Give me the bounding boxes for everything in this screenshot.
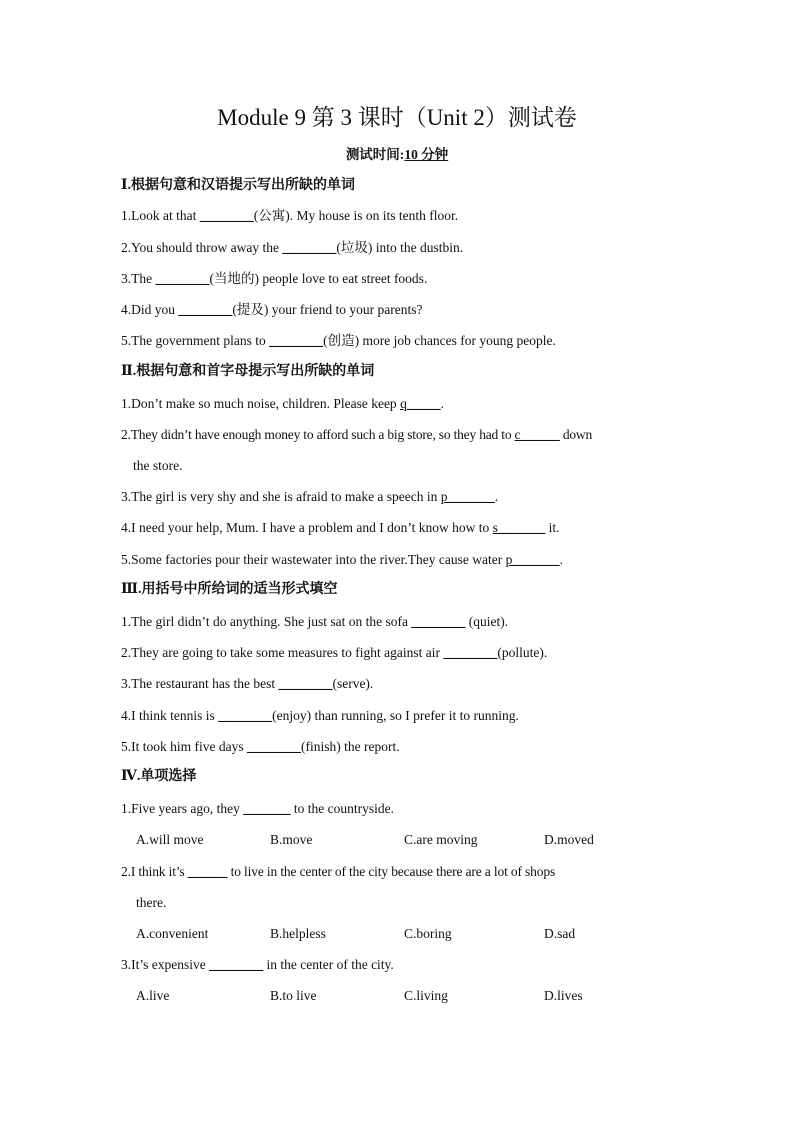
test-duration xyxy=(0,145,794,165)
answer-blank[interactable]: p_______ xyxy=(440,489,495,504)
option-d[interactable]: D.lives xyxy=(544,988,583,1003)
answer-blank[interactable]: ________ xyxy=(155,271,210,286)
option-b[interactable]: B.move xyxy=(270,832,313,847)
answer-blank[interactable]: ________ xyxy=(178,302,233,317)
option-b[interactable]: B.helpless xyxy=(270,926,326,941)
answer-blank[interactable]: q_____ xyxy=(400,396,441,411)
test-duration-value: 10 分钟 xyxy=(404,147,449,162)
worksheet-page: Module 9 第 3 课时（Unit 2）测试卷 测试时间:10 分钟 Ⅰ.根据句意和汉语提示写出所缺的单词 1.Look at that ________(公寓). My house is on its tenth floor. 2.You should throw away the ________(垃圾) into the dustbin. 3.The ________(当地的) people love to eat street foods. 4.Did you ________(提及) your friend to your parents? 5.The government plans to ________(创造) more job chances for young people. Ⅱ.根据句意和首字母提示写出所缺的单词 1.Don’t make so much noise, children. Please keep q_____. 2.They didn’t have enough money to afford such a big store, so they had to c______ down the store. 3.The girl is very shy and she is afraid to make a speech in p_______. 4.I need your help, Mum. I have a problem and I don’t know how to s_______ it. 5.Some factories pour their wastewater into the river.They cause water p_______. Ⅲ.用括号中所给词的适当形式填空 1.The girl didn’t do anything. She just sat on the sofa ________ (quiet). 2.They are going to take some measures to fight against air ________(pollute). 3.The restaurant has the best ________(serve). 4.I think tennis is ________(enjoy) than running, so I prefer it to running. 5.It took him five days ________(finish) the report. Ⅳ.单项选择 1.Five years ago, they _______ to the countryside. A.will move B.move C.are moving D.moved 2.I think it’s ______ to live in the center of the city because there are a lot of shops there. A.convenient B.helpless C.boring D.sad 3.It’s expensive ________ in the center of the city. A.live B.to live C.living D.lives xyxy=(0,0,794,1123)
answer-blank[interactable]: ________ xyxy=(199,208,254,223)
option-a[interactable]: A.live xyxy=(136,988,170,1003)
answer-blank[interactable]: ______ xyxy=(187,864,228,879)
answer-blank[interactable]: ________ xyxy=(443,645,498,660)
option-b[interactable]: B.to live xyxy=(270,988,317,1003)
answer-blank[interactable]: ________ xyxy=(209,957,264,972)
answer-blank[interactable]: ________ xyxy=(246,739,301,754)
answer-blank[interactable]: ________ xyxy=(269,333,324,348)
answer-blank[interactable]: ________ xyxy=(411,614,466,629)
option-d[interactable]: D.sad xyxy=(544,926,576,941)
page-title: Module 9 第 3 课时（Unit 2）测试卷 xyxy=(217,105,577,130)
answer-blank[interactable]: p_______ xyxy=(505,552,560,567)
option-a[interactable]: A.convenient xyxy=(136,926,209,941)
option-c[interactable]: C.living xyxy=(404,988,448,1003)
answer-blank[interactable]: s_______ xyxy=(492,520,546,535)
test-duration-label: 测试时间: xyxy=(345,147,405,162)
answer-blank[interactable]: c______ xyxy=(514,427,560,442)
answer-blank[interactable]: ________ xyxy=(218,708,273,723)
option-c[interactable]: C.boring xyxy=(404,926,452,941)
answer-blank[interactable]: _______ xyxy=(243,801,291,816)
option-c[interactable]: C.are moving xyxy=(404,832,478,847)
answer-blank[interactable]: ________ xyxy=(278,676,333,691)
answer-blank[interactable]: ________ xyxy=(282,240,337,255)
option-d[interactable]: D.moved xyxy=(544,832,594,847)
option-a[interactable]: A.will move xyxy=(136,832,204,847)
